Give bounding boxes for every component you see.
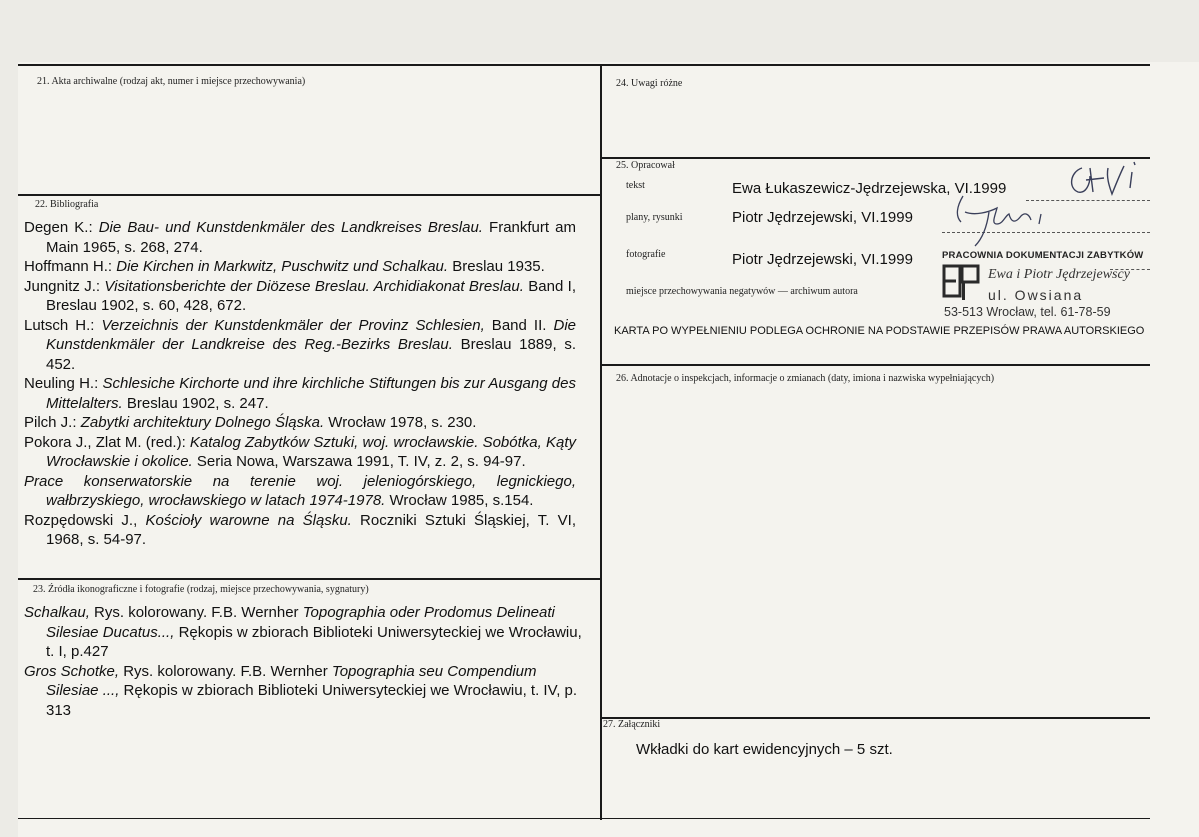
bottom-border xyxy=(18,818,602,819)
section-27-label: 27. Załączniki xyxy=(603,719,661,730)
section-26-label: 26. Adnotacje o inspekcjach, informacje o zmianach (daty, imiona i nazwiska wypełniających) xyxy=(616,373,995,384)
center-divider xyxy=(600,64,602,820)
attachments-value: Wkładki do kart ewidencyjnych – 5 szt. xyxy=(636,741,893,758)
section-23-label: 23. Źródła ikonograficzne i fotografie (rodzaj, miejsce przechowywania, sygnatury) xyxy=(33,584,369,595)
stamp-address: ul. Owsiana xyxy=(988,287,1084,303)
bibliography-entry: Jungnitz J.: Visitationsberichte der Diözese Breslau. Archidiakonat Breslau. Band I, Breslau 1902, s. 60, 428, 672. xyxy=(24,277,576,314)
bibliography-entry: Hoffmann H.: Die Kirchen in Markwitz, Puschwitz und Schalkau. Breslau 1935. xyxy=(24,258,545,275)
photos-author-label: fotografie xyxy=(626,249,666,260)
divider-22-23 xyxy=(18,578,600,580)
copyright-notice: KARTA PO WYPEŁNIENIU PODLEGA OCHRONIE NA PODSTAWIE PRZEPISÓW PRAWA AUTORSKIEGO xyxy=(614,325,1145,337)
bibliography-entry: Degen K.: Die Bau- und Kunstdenkmäler des Landkreises Breslau. Frankfurt am Main 1965, s. 268, 274. xyxy=(24,219,576,256)
divider-21-22 xyxy=(18,194,600,196)
section-25-label: 25. Opracował xyxy=(616,160,675,171)
bibliography-entry: Rozpędowski J., Kościoły warowne na Śląsku. Roczniki Sztuki Śląskiej, T. VI, 1968, s. 54-97. xyxy=(24,511,576,548)
section-22-label: 22. Bibliografia xyxy=(35,199,99,210)
text-author-value: Ewa Łukaszewicz-Jędrzejewska, VI.1999 xyxy=(732,180,1007,197)
bibliography-entry: Lutsch H.: Verzeichnis der Kunstdenkmäler der Provinz Schlesien, Band II. Die Kunstdenkmäler der Landkreise des Reg.-Bezirks Breslau. Breslau 1889, s. 452. xyxy=(24,316,576,373)
drawings-author-label: plany, rysunki xyxy=(626,212,683,223)
section-21-label: 21. Akta archiwalne (rodzaj akt, numer i miejsce przechowywania) xyxy=(37,76,306,87)
bibliography-entry: Prace konserwatorskie na terenie woj. jeleniogórskiego, legnickiego, wałbrzyskiego, wrocławskiego w latach 1974-1978. Wrocław 1985, s.154. xyxy=(24,472,576,509)
photos-author-value: Piotr Jędrzejewski, VI.1999 xyxy=(732,251,913,268)
iconography-entry: Gros Schotke, Rys. kolorowany. F.B. Wernher Topographia seu Compendium Silesiae ..., Rękopis w zbiorach Biblioteki Uniwersyteckiej we Wrocławiu, t. IV, p. 313 xyxy=(24,662,578,719)
iconography-entry: Schalkau, Rys. kolorowany. F.B. Wernher Topographia oder Prodomus Delineati Silesiae Ducatus..., Rękopis w zbiorach Biblioteki Uniwersyteckiej we Wrocławiu, t. I, p.427 xyxy=(24,604,582,660)
negatives-location-label: miejsce przechowywania negatywów — archiwum autora xyxy=(626,286,858,297)
divider-26-27 xyxy=(602,717,1150,719)
bottom-border-right xyxy=(602,818,1150,819)
bibliography-list xyxy=(24,218,576,550)
svg-text:EP: EP xyxy=(942,264,944,265)
top-border xyxy=(18,64,1150,66)
drawings-author-value: Piotr Jędrzejewski, VI.1999 xyxy=(732,209,913,226)
stamp-city: 53-513 Wrocław, tel. 61-78-59 xyxy=(944,305,1111,319)
bibliography-entry: Neuling H.: Schlesiche Kirchorte und ihre kirchliche Stiftungen bis zur Ausgang des Mittelalters. Breslau 1902, s. 247. xyxy=(24,375,576,412)
stamp-name: Ewa i Piotr Jędrzejewscy xyxy=(988,267,1130,282)
signature-icon xyxy=(1060,158,1150,208)
stamp-logo xyxy=(942,264,980,302)
section-24-label: 24. Uwagi różne xyxy=(616,78,683,89)
stamp-heading: PRACOWNIA DOKUMENTACJI ZABYTKÓW xyxy=(942,250,1144,261)
text-author-label: tekst xyxy=(626,180,645,191)
bibliography-entry: Pokora J., Zlat M. (red.): Katalog Zabytków Sztuki, woj. wrocławskie. Sobótka, Kąty Wrocławskie i okolice. Seria Nowa, Warszawa 1991, T. IV, z. 2, s. 94-97. xyxy=(24,433,576,470)
divider-25-26 xyxy=(602,364,1150,366)
iconography-list xyxy=(24,603,590,720)
signature-icon xyxy=(945,190,1055,250)
bibliography-entry: Pilch J.: Zabytki architektury Dolnego Śląska. Wrocław 1978, s. 230. xyxy=(24,414,477,431)
